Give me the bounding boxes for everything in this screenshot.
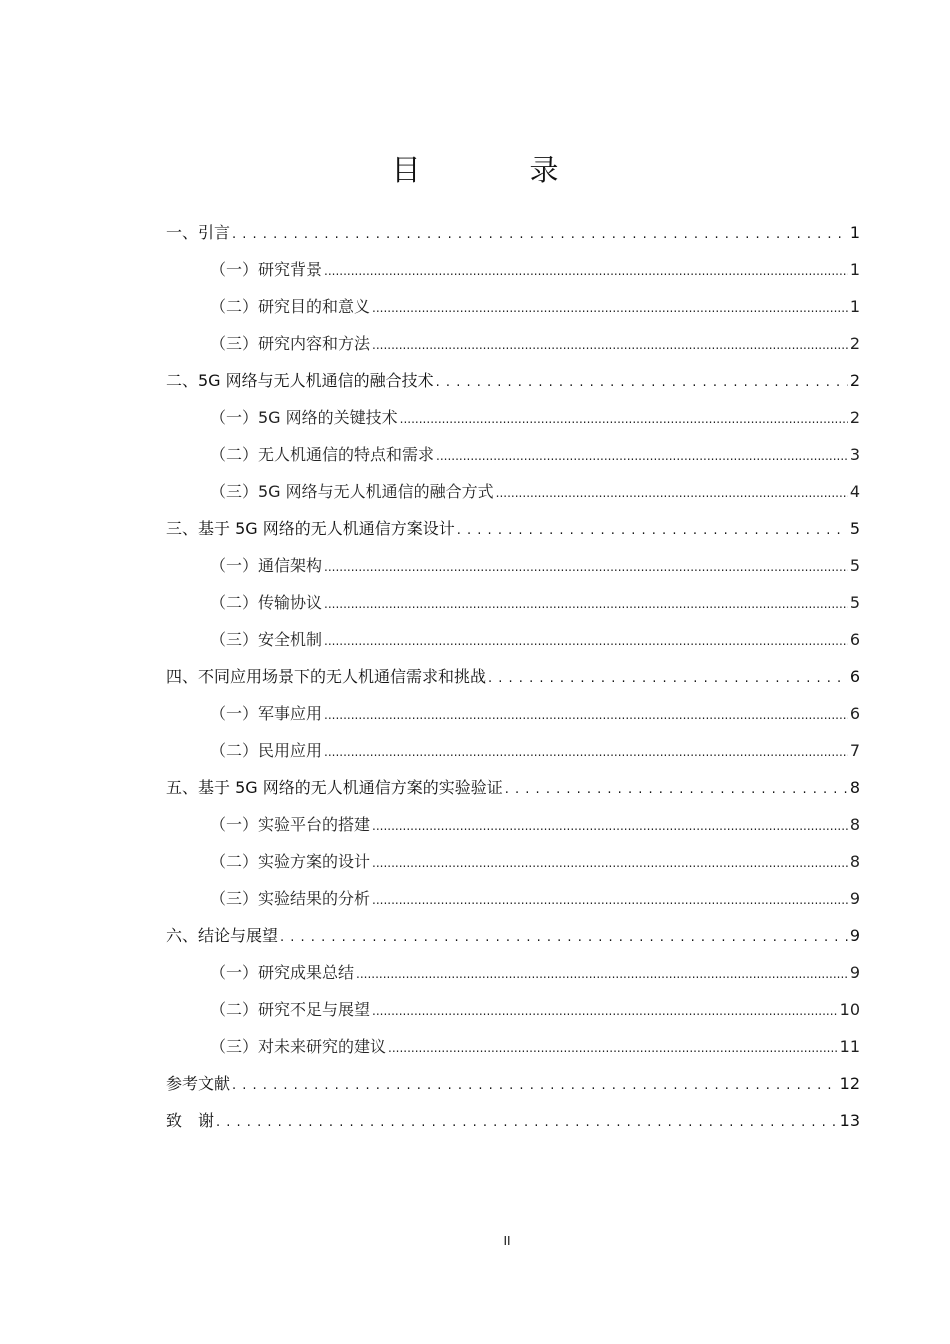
page-number: II <box>503 1234 511 1248</box>
toc-section-entry[interactable] <box>166 849 860 886</box>
toc-page-number: 7 <box>849 741 860 760</box>
toc-entry-label: 致 谢 <box>166 1111 215 1130</box>
toc-page-number: 10 <box>839 1000 860 1019</box>
toc-entry-label: （二）民用应用 <box>210 741 323 760</box>
toc-entry-label: 六、结论与展望 <box>166 926 279 945</box>
toc-dot-leader <box>216 1111 838 1130</box>
toc-page-number: 6 <box>849 630 860 649</box>
toc-dot-leader <box>280 926 848 945</box>
toc-section-entry[interactable] <box>166 257 860 294</box>
toc-entry-label: 五、基于 5G 网络的无人机通信方案的实验验证 <box>166 778 503 797</box>
toc-dot-leader <box>372 852 848 871</box>
toc-chapter-entry[interactable] <box>166 923 860 960</box>
toc-page-number: 12 <box>839 1074 860 1093</box>
toc-chapter-entry[interactable] <box>166 1071 860 1108</box>
toc-dot-leader <box>232 223 848 242</box>
toc-entry-label: （一）研究背景 <box>210 260 323 279</box>
toc-page-number: 3 <box>849 445 860 464</box>
toc-section-entry[interactable] <box>166 405 860 442</box>
toc-dot-leader <box>324 260 848 279</box>
toc-entry-label: 参考文献 <box>166 1074 231 1093</box>
toc-chapter-entry[interactable] <box>166 775 860 812</box>
toc-page-number: 5 <box>849 593 860 612</box>
toc-page-number: 5 <box>849 556 860 575</box>
toc-page-number: 2 <box>849 371 860 390</box>
toc-section-entry[interactable] <box>166 886 860 923</box>
toc-chapter-entry[interactable] <box>166 1108 860 1145</box>
toc-entry-label: （三）对未来研究的建议 <box>210 1037 387 1056</box>
toc-dot-leader <box>372 815 848 834</box>
toc-section-entry[interactable] <box>166 590 860 627</box>
toc-page-number: 1 <box>849 223 860 242</box>
toc-dot-leader <box>372 297 848 316</box>
toc-entry-label: （三）实验结果的分析 <box>210 889 371 908</box>
toc-dot-leader <box>496 482 848 501</box>
page-title: 目 录 <box>391 153 599 187</box>
toc-chapter-entry[interactable] <box>166 664 860 701</box>
toc-page-number: 13 <box>839 1111 860 1130</box>
toc-entry-label: 二、5G 网络与无人机通信的融合技术 <box>166 371 434 390</box>
toc-entry-label: （一）研究成果总结 <box>210 963 355 982</box>
toc-page-number: 4 <box>849 482 860 501</box>
toc-entry-label: （二）研究不足与展望 <box>210 1000 371 1019</box>
toc-page-number: 2 <box>849 334 860 353</box>
toc-dot-leader <box>324 630 848 649</box>
toc-dot-leader <box>324 556 848 575</box>
toc-dot-leader <box>388 1037 838 1056</box>
toc-dot-leader <box>436 371 848 390</box>
toc-page-number: 8 <box>849 815 860 834</box>
toc-chapter-entry[interactable] <box>166 368 860 405</box>
toc-dot-leader <box>372 1000 838 1019</box>
toc-page-number: 9 <box>849 963 860 982</box>
toc-entry-label: 一、引言 <box>166 223 231 242</box>
toc-page-number: 6 <box>849 704 860 723</box>
toc-entry-label: （二）传输协议 <box>210 593 323 612</box>
toc-dot-leader <box>324 593 848 612</box>
toc-dot-leader <box>505 778 848 797</box>
toc-dot-leader <box>372 889 848 908</box>
toc-entry-label: 四、不同应用场景下的无人机通信需求和挑战 <box>166 667 487 686</box>
toc-section-entry[interactable] <box>166 701 860 738</box>
toc-dot-leader <box>488 667 848 686</box>
toc-page-number: 6 <box>849 667 860 686</box>
table-of-contents <box>166 220 860 1145</box>
toc-section-entry[interactable] <box>166 479 860 516</box>
toc-page-number: 1 <box>849 260 860 279</box>
toc-page-number: 9 <box>849 889 860 908</box>
toc-dot-leader <box>324 741 848 760</box>
toc-dot-leader <box>324 704 848 723</box>
toc-dot-leader <box>356 963 848 982</box>
toc-section-entry[interactable] <box>166 553 860 590</box>
toc-section-entry[interactable] <box>166 960 860 997</box>
toc-section-entry[interactable] <box>166 627 860 664</box>
toc-entry-label: （一）5G 网络的关键技术 <box>210 408 398 427</box>
toc-section-entry[interactable] <box>166 997 860 1034</box>
toc-entry-label: （三）研究内容和方法 <box>210 334 371 353</box>
toc-dot-leader <box>400 408 848 427</box>
toc-page-number: 1 <box>849 297 860 316</box>
toc-entry-label: （三）安全机制 <box>210 630 323 649</box>
toc-page-number: 5 <box>849 519 860 538</box>
toc-section-entry[interactable] <box>166 294 860 331</box>
toc-entry-label: （一）军事应用 <box>210 704 323 723</box>
toc-entry-label: （一）通信架构 <box>210 556 323 575</box>
toc-entry-label: 三、基于 5G 网络的无人机通信方案设计 <box>166 519 455 538</box>
toc-entry-label: （二）无人机通信的特点和需求 <box>210 445 435 464</box>
toc-section-entry[interactable] <box>166 812 860 849</box>
toc-page-number: 8 <box>849 852 860 871</box>
toc-entry-label: （二）研究目的和意义 <box>210 297 371 316</box>
toc-page-number: 11 <box>839 1037 860 1056</box>
toc-section-entry[interactable] <box>166 331 860 368</box>
toc-dot-leader <box>436 445 848 464</box>
toc-chapter-entry[interactable] <box>166 516 860 553</box>
toc-entry-label: （二）实验方案的设计 <box>210 852 371 871</box>
toc-page-number: 9 <box>849 926 860 945</box>
toc-dot-leader <box>232 1074 838 1093</box>
toc-section-entry[interactable] <box>166 738 860 775</box>
toc-dot-leader <box>372 334 848 353</box>
toc-chapter-entry[interactable] <box>166 220 860 257</box>
toc-page-number: 8 <box>849 778 860 797</box>
toc-page-number: 2 <box>849 408 860 427</box>
toc-entry-label: （三）5G 网络与无人机通信的融合方式 <box>210 482 494 501</box>
toc-entry-label: （一）实验平台的搭建 <box>210 815 371 834</box>
toc-section-entry[interactable] <box>166 442 860 479</box>
toc-dot-leader <box>457 519 848 538</box>
toc-section-entry[interactable] <box>166 1034 860 1071</box>
